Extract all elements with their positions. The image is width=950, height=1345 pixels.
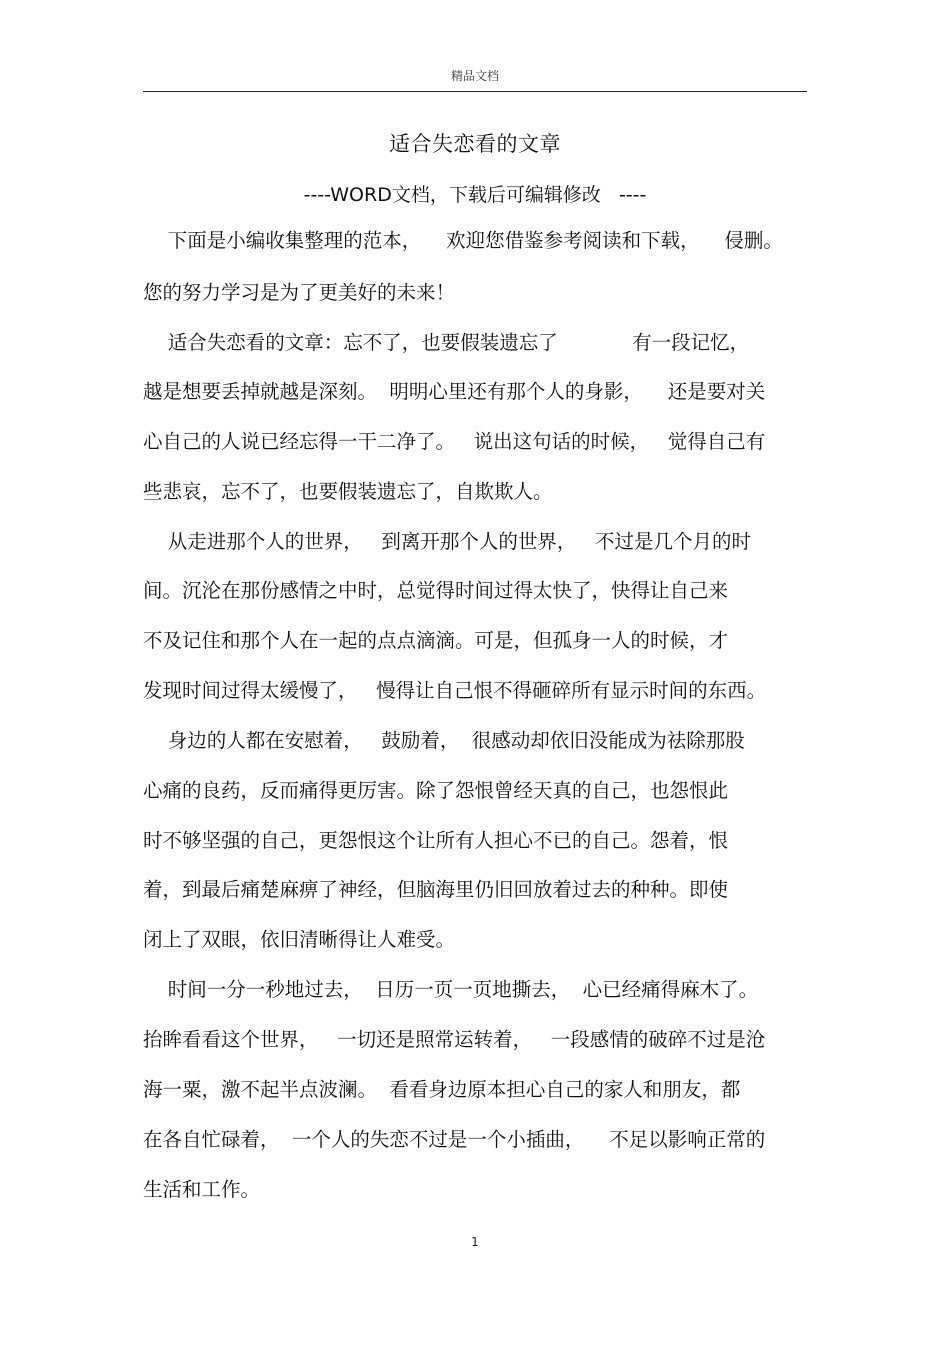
page-number: 1 (471, 1235, 479, 1249)
body-line: 从走进那个人的世界， 到离开那个人的世界， 不过是几个月的时 (143, 530, 751, 553)
body-line: 适合失恋看的文章：忘不了，也要假装遗忘了 有一段记忆， (143, 331, 750, 354)
body-line: 越是想要丢掉就越是深刻。 明明心里还有那个人的身影， 还是要对关 (143, 380, 766, 403)
body-line: 些悲哀，忘不了，也要假装遗忘了，自欺欺人。 (143, 480, 553, 503)
body-line: 身边的人都在安慰着， 鼓励着， 很感动却依旧没能成为祛除那股 (143, 729, 745, 752)
body-line: 您的努力学习是为了更美好的未来！ (143, 281, 456, 304)
body-line: 抬眸看看这个世界， 一切还是照常运转着， 一段感情的破碎不过是沧 (143, 1028, 766, 1051)
body-line: 时不够坚强的自己，更怨恨这个让所有人担心不已的自己。怨着，恨 (143, 829, 729, 852)
body-line: 在各自忙碌着， 一个人的失恋不过是一个小插曲， 不足以影响正常的 (143, 1128, 766, 1151)
body-line: 下面是小编收集整理的范本， 欢迎您借鉴参考阅读和下载， 侵删。 (143, 229, 783, 252)
body-line: 心自己的人说已经忘得一干二净了。 说出这句话的时候， 觉得自己有 (143, 430, 766, 453)
body-line: 发现时间过得太缓慢了， 慢得让自己恨不得砸碎所有显示时间的东西。 (143, 679, 767, 702)
body-line: 时间一分一秒地过去， 日历一页一页地撕去， 心已经痛得麻木了。 (143, 978, 759, 1001)
body-line: 海一粟，激不起半点波澜。 看看身边原本担心自己的家人和朋友，都 (143, 1078, 741, 1101)
body-line: 不及记住和那个人在一起的点点滴滴。可是，但孤身一人的时候，才 (143, 629, 729, 652)
document-subtitle: ----WORD文档，下载后可编辑修改 ---- (303, 184, 647, 206)
body-line: 着，到最后痛楚麻痹了神经，但脑海里仍旧回放着过去的种种。即使 (143, 878, 729, 901)
body-line: 闭上了双眼，依旧清晰得让人难受。 (143, 928, 456, 951)
body-line: 心痛的良药，反而痛得更厉害。除了怨恨曾经天真的自己，也怨恨此 (143, 779, 729, 802)
document-title: 适合失恋看的文章 (389, 132, 561, 156)
header-divider (143, 91, 807, 92)
body-line: 间。沉沦在那份感情之中时，总觉得时间过得太快了，快得让自己来 (143, 579, 729, 602)
page-header: 精品文档 (450, 69, 499, 83)
body-line: 生活和工作。 (143, 1178, 261, 1201)
